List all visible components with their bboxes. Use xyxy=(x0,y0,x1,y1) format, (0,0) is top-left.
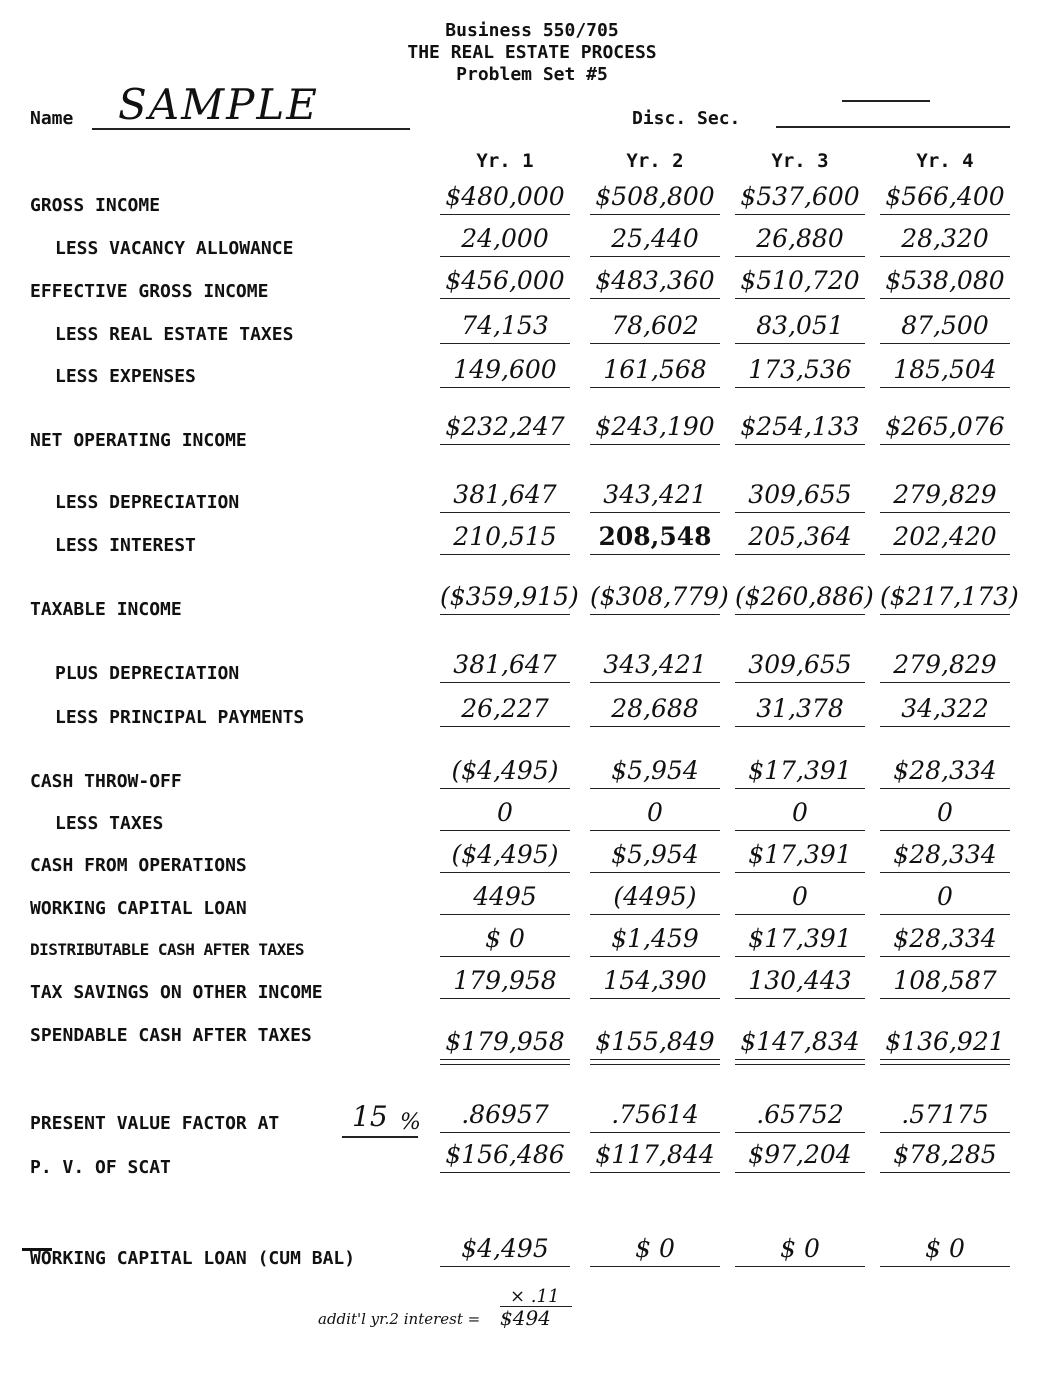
table-cell: ($359,915) xyxy=(440,580,570,615)
row-label: LESS DEPRECIATION xyxy=(55,492,240,513)
table-cell: $155,849 xyxy=(590,1025,720,1060)
table-cell: ($4,495) xyxy=(440,754,570,789)
table-cell: 78,602 xyxy=(590,309,720,344)
table-cell: 31,378 xyxy=(735,692,865,727)
name-label: Name xyxy=(30,108,74,129)
table-cell: 185,504 xyxy=(880,353,1010,388)
course-title: Business 550/705 xyxy=(445,20,619,41)
table-cell: $265,076 xyxy=(880,410,1010,445)
row-label: EFFECTIVE GROSS INCOME xyxy=(30,281,269,302)
table-cell: $1,459 xyxy=(590,922,720,957)
row-label: CASH FROM OPERATIONS xyxy=(30,855,247,876)
disc-sec-mark xyxy=(842,100,930,102)
column-header-yr-3: Yr. 3 xyxy=(771,150,829,172)
row-label: LESS INTEREST xyxy=(55,535,196,556)
table-cell: 4495 xyxy=(440,880,570,915)
disc-sec-label: Disc. Sec. xyxy=(632,108,741,129)
table-cell: $254,133 xyxy=(735,410,865,445)
table-cell: 161,568 xyxy=(590,353,720,388)
table-cell: $5,954 xyxy=(590,838,720,873)
table-cell: $ 0 xyxy=(440,922,570,957)
table-cell: $156,486 xyxy=(440,1138,570,1173)
table-cell: 83,051 xyxy=(735,309,865,344)
row-label: SPENDABLE CASH AFTER TAXES xyxy=(30,1025,312,1046)
table-cell: $243,190 xyxy=(590,410,720,445)
row-label: PRESENT VALUE FACTOR AT xyxy=(30,1113,280,1134)
document-title: THE REAL ESTATE PROCESS xyxy=(407,42,657,63)
table-cell: 210,515 xyxy=(440,520,570,555)
table-cell: 24,000 xyxy=(440,222,570,257)
pv-rate-underline xyxy=(342,1136,418,1138)
table-cell: $117,844 xyxy=(590,1138,720,1173)
table-cell: 34,322 xyxy=(880,692,1010,727)
table-cell: ($308,779) xyxy=(590,580,720,615)
table-cell: 87,500 xyxy=(880,309,1010,344)
table-cell: 381,647 xyxy=(440,478,570,513)
row-label: NET OPERATING INCOME xyxy=(30,430,247,451)
table-cell: 0 xyxy=(880,796,1010,831)
table-cell: 28,320 xyxy=(880,222,1010,257)
table-cell: $28,334 xyxy=(880,754,1010,789)
row-label: LESS TAXES xyxy=(55,813,164,834)
table-cell: 279,829 xyxy=(880,478,1010,513)
pv-rate-value: 15 xyxy=(352,1100,388,1133)
table-cell: 309,655 xyxy=(735,648,865,683)
column-header-yr-4: Yr. 4 xyxy=(916,150,974,172)
column-header-yr-2: Yr. 2 xyxy=(626,150,684,172)
row-label: WORKING CAPITAL LOAN xyxy=(30,898,247,919)
row-label: DISTRIBUTABLE CASH AFTER TAXES xyxy=(30,940,304,959)
note-multiplier: × .11 xyxy=(510,1286,560,1307)
table-cell: $4,495 xyxy=(440,1232,570,1267)
row-label: P. V. OF SCAT xyxy=(30,1157,171,1178)
table-cell: $ 0 xyxy=(880,1232,1010,1267)
table-cell: $179,958 xyxy=(440,1025,570,1060)
table-cell: 0 xyxy=(440,796,570,831)
pv-rate-unit: % xyxy=(400,1110,421,1135)
table-cell: 0 xyxy=(735,796,865,831)
table-cell: $ 0 xyxy=(590,1232,720,1267)
table-cell: 25,440 xyxy=(590,222,720,257)
table-cell: 205,364 xyxy=(735,520,865,555)
table-cell: $232,247 xyxy=(440,410,570,445)
row-label: TAX SAVINGS ON OTHER INCOME xyxy=(30,982,323,1003)
table-cell: 28,688 xyxy=(590,692,720,727)
table-cell: 0 xyxy=(880,880,1010,915)
row-label: LESS EXPENSES xyxy=(55,366,196,387)
table-cell: $136,921 xyxy=(880,1025,1010,1060)
table-cell: 74,153 xyxy=(440,309,570,344)
table-cell: $97,204 xyxy=(735,1138,865,1173)
row-label: CASH THROW-OFF xyxy=(30,771,182,792)
table-cell: $566,400 xyxy=(880,180,1010,215)
table-cell: 173,536 xyxy=(735,353,865,388)
table-cell: $483,360 xyxy=(590,264,720,299)
table-cell: 208,548 xyxy=(590,520,720,555)
table-cell: 130,443 xyxy=(735,964,865,999)
table-cell: $510,720 xyxy=(735,264,865,299)
table-cell: $17,391 xyxy=(735,922,865,957)
table-cell: .86957 xyxy=(440,1098,570,1133)
table-cell: 154,390 xyxy=(590,964,720,999)
table-cell: .75614 xyxy=(590,1098,720,1133)
table-cell: $538,080 xyxy=(880,264,1010,299)
table-cell: $5,954 xyxy=(590,754,720,789)
table-cell: ($217,173) xyxy=(880,580,1010,615)
table-cell: $537,600 xyxy=(735,180,865,215)
row-label: WORKING CAPITAL LOAN (CUM BAL) xyxy=(30,1248,356,1269)
table-cell: 108,587 xyxy=(880,964,1010,999)
table-cell: ($260,886) xyxy=(735,580,865,615)
table-cell: 343,421 xyxy=(590,648,720,683)
table-cell: 279,829 xyxy=(880,648,1010,683)
row-label: GROSS INCOME xyxy=(30,195,161,216)
row-label: LESS PRINCIPAL PAYMENTS xyxy=(55,707,305,728)
table-cell: $456,000 xyxy=(440,264,570,299)
table-cell: 343,421 xyxy=(590,478,720,513)
name-underline xyxy=(92,128,410,130)
name-value: SAMPLE xyxy=(118,80,319,129)
note-value: $494 xyxy=(500,1306,551,1330)
table-cell: $17,391 xyxy=(735,754,865,789)
problem-set-title: Problem Set #5 xyxy=(456,64,608,85)
table-cell: $28,334 xyxy=(880,922,1010,957)
table-cell: (4495) xyxy=(590,880,720,915)
table-cell: .57175 xyxy=(880,1098,1010,1133)
table-cell: 149,600 xyxy=(440,353,570,388)
row-label: LESS VACANCY ALLOWANCE xyxy=(55,238,294,259)
row-label: PLUS DEPRECIATION xyxy=(55,663,240,684)
column-header-yr-1: Yr. 1 xyxy=(476,150,534,172)
disc-sec-underline xyxy=(776,126,1010,128)
table-cell: ($4,495) xyxy=(440,838,570,873)
table-cell: $508,800 xyxy=(590,180,720,215)
table-cell: 0 xyxy=(590,796,720,831)
table-cell: .65752 xyxy=(735,1098,865,1133)
table-cell: $28,334 xyxy=(880,838,1010,873)
table-cell: $78,285 xyxy=(880,1138,1010,1173)
table-cell: $ 0 xyxy=(735,1232,865,1267)
row-label: LESS REAL ESTATE TAXES xyxy=(55,324,294,345)
table-cell: 26,880 xyxy=(735,222,865,257)
row-label: TAXABLE INCOME xyxy=(30,599,182,620)
note-text: addit'l yr.2 interest = xyxy=(318,1310,481,1328)
table-cell: 179,958 xyxy=(440,964,570,999)
document-header xyxy=(0,20,1064,86)
table-cell: $17,391 xyxy=(735,838,865,873)
table-cell: $147,834 xyxy=(735,1025,865,1060)
table-cell: $480,000 xyxy=(440,180,570,215)
table-cell: 202,420 xyxy=(880,520,1010,555)
table-cell: 381,647 xyxy=(440,648,570,683)
table-cell: 0 xyxy=(735,880,865,915)
table-cell: 309,655 xyxy=(735,478,865,513)
table-cell: 26,227 xyxy=(440,692,570,727)
strike-mark xyxy=(22,1248,52,1251)
